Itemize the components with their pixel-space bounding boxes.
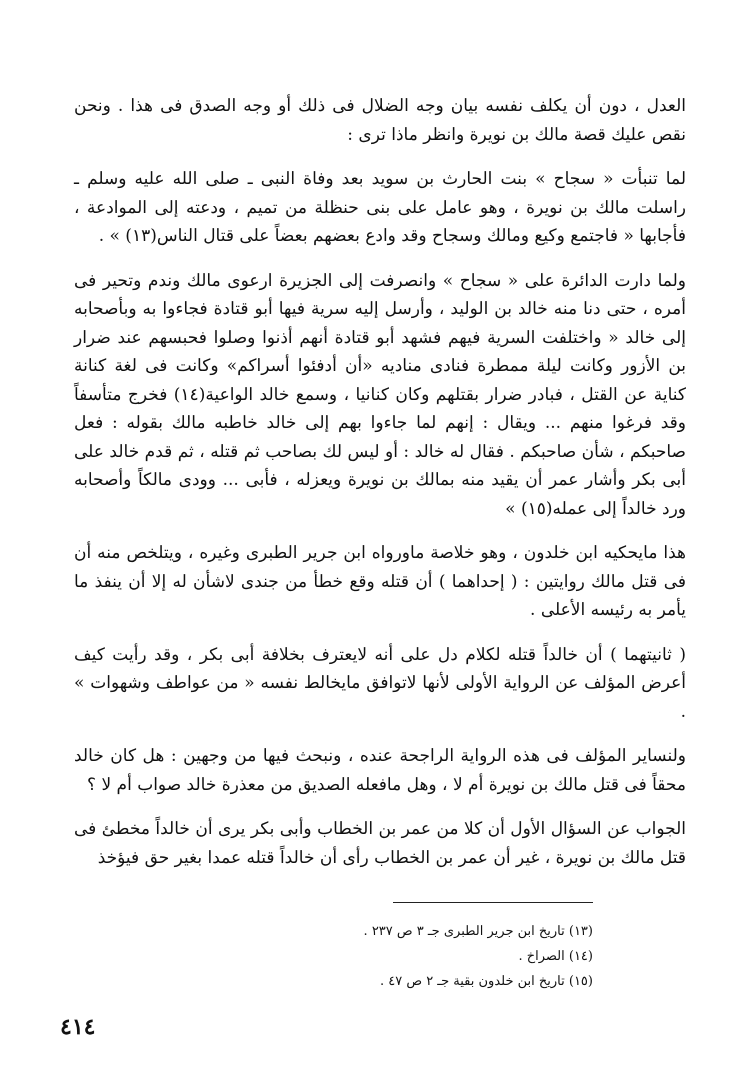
footnote-13: (١٣) تاريخ ابن جرير الطبرى جـ ٣ ص ٢٣٧ . bbox=[363, 924, 593, 939]
paragraph-7: الجواب عن السؤال الأول أن كلا من عمر بن الخطاب وأبى بكر يرى أن خالداً مخطئ فى قتل مالك بن نويرة ، غير أن عمر بن الخطاب رأى أن خالداً قتله عمدا بغير حق فيؤخذ bbox=[74, 819, 686, 868]
paragraph-2: لما تنبأت « سجاح » بنت الحارث بن سويد بعد وفاة النبى ـ صلى الله عليه وسلم ـ راسلت مالك بن نويرة ، وهو عامل على بنى حنظلة من تميم ، ودعته إلى الموادعة ، فأجابها « فاجتمع وكيع ومالك وسجاح وقد وادع بعضهم بعضاً على قتال الناس(١٣) » . bbox=[74, 169, 686, 246]
paragraph-6: ولنساير المؤلف فى هذه الرواية الراجحة عنده ، ونبحث فيها من وجهين : هل كان خالد محقاً فى قتل مالك بن نويرة أم لا ، وهل مافعله الصديق من معذرة خالد صواب أم لا ؟ bbox=[74, 746, 686, 795]
footnote-14: (١٤) الصراخ . bbox=[518, 949, 593, 964]
paragraph-4: هذا مايحكيه ابن خلدون ، وهو خلاصة ماورواه ابن جرير الطبرى وغيره ، ويتلخص منه أن فى قتل مالك روايتين : ( إحداهما ) أن قتله وقع خطأ من جندى لاشأن له إلا أن ينفذ ما يأمر به رئيسه الأعلى . bbox=[74, 543, 686, 620]
footnote-15: (١٥) تاريخ ابن خلدون بقية جـ ٢ ص ٤٧ . bbox=[379, 974, 593, 989]
page-number: ٤١٤ bbox=[60, 1014, 96, 1040]
main-text bbox=[74, 92, 686, 888]
footnote-divider bbox=[393, 902, 593, 903]
footnotes bbox=[200, 919, 593, 994]
paragraph-5: ( ثانيتهما ) أن خالداً قتله لكلام دل على أنه لايعترف بخلافة أبى بكر ، وقد رأيت كيف أعرض المؤلف عن الرواية الأولى لأنها لاتوافق مايخالط نفسه « من عواطف وشهوات » . bbox=[74, 644, 686, 722]
paragraph-3: ولما دارت الدائرة على « سجاح » وانصرفت إلى الجزيرة ارعوى مالك وندم وتحير فى أمره ، حتى دنا منه خالد بن الوليد ، وأرسل إليه سرية فيها أبو قتادة فجاءوا به وبأصحابه إلى خالد « واختلفت السرية فيهم فشهد أبو قتادة أنهم أذنوا وصلوا فحبسهم عند ضرار بن الأزور وكانت ليلة ممطرة فنادى مناديه «أن أدفئوا أسراكم» وكانت فى لغة كنانة كناية عن القتل ، فبادر ضرار بقتلهم وكان كنانيا ، وسمع خالد الواعية(١٤) فخرج متأسفاً وقد فرغوا منهم ... ويقال : إنهم لما جاءوا بهم إلى خالد خاطبه مالك بقوله : فعل صاحبكم ، شأن صاحبكم . فقال له خالد : أو ليس لك بصاحب ثم قتله ، ثم قدم خالد على أبى بكر وأشار عمر أن يقيد منه بمالك بن نويرة ويعزله ، فأبى ... وودى مالكاً وأصحابه ورد خالداً إلى عمله(١٥) » bbox=[74, 270, 686, 519]
paragraph-1: العدل ، دون أن يكلف نفسه بيان وجه الضلال فى ذلك أو وجه الصدق فى هذا . ونحن نقص عليك قصة مالك بن نويرة وانظر ماذا ترى : bbox=[74, 96, 686, 145]
